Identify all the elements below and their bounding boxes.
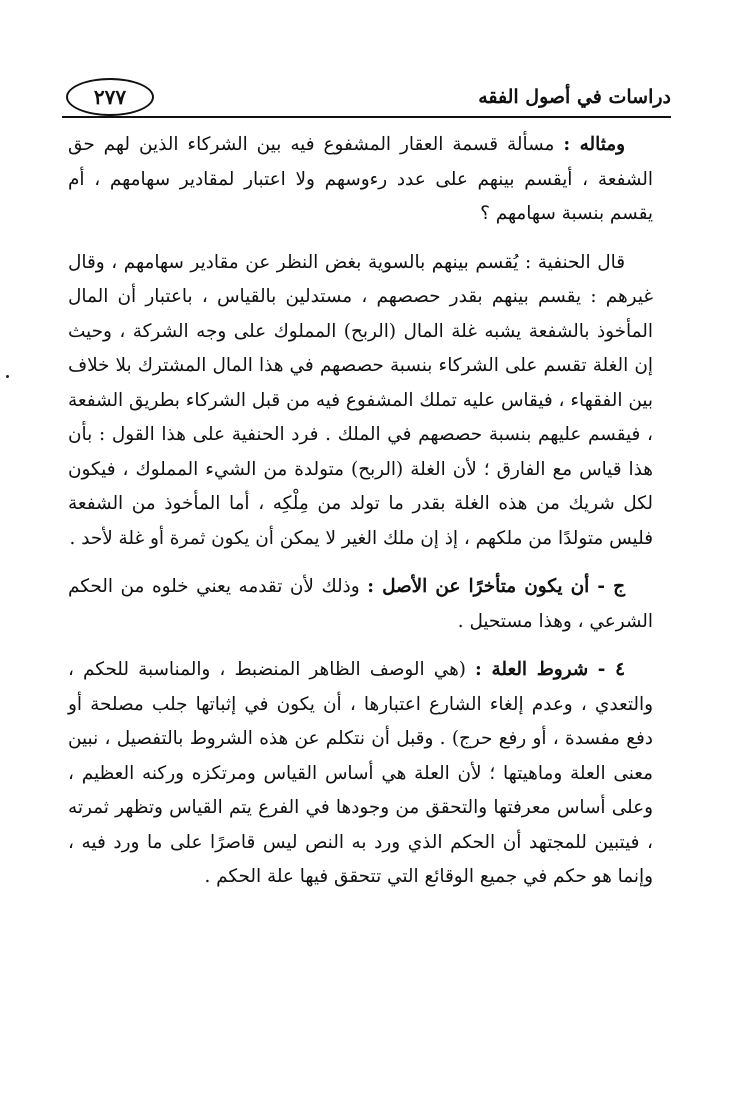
- body-text: [68, 128, 653, 895]
- paragraph-lead: ج - أن يكون متأخرًا عن الأصل :: [367, 576, 625, 597]
- paragraph-condition-c: [68, 570, 653, 639]
- header-rule: [62, 116, 671, 118]
- running-head: [62, 72, 671, 118]
- paragraph-example: [68, 128, 653, 232]
- paragraph-conditions-of-illa: [68, 653, 653, 895]
- paragraph-lead: ومثاله :: [563, 134, 625, 155]
- page-number: ٢٧٧: [66, 78, 154, 116]
- paragraph-text: مسألة قسمة العقار المشفوع فيه بين الشركاء الذين لهم حق الشفعة ، أيقسم بينهم على عدد رءوسهم ولا اعتبار لمقادير سهامهم ، أم يقسم بنسبة سهامهم ؟: [68, 134, 653, 224]
- paragraph-lead: ٤ - شروط العلة :: [475, 659, 625, 680]
- margin-mark: [6, 375, 9, 378]
- book-title: دراسات في أصول الفقه: [478, 86, 671, 108]
- paragraph-text: قال الحنفية : يُقسم بينهم بالسوية بغض النظر عن مقادير سهامهم ، وقال غيرهم : يقسم بينهم بقدر حصصهم ، مستدلين بالقياس ، باعتبار أن المال المأخوذ بالشفعة يشبه غلة المال (الربح) المملوك على وجه الشركة ، وحيث إن الغلة تقسم على الشركاء بنسبة حصصهم في هذا المال المشترك بلا خلاف بين الفقهاء ، فيقاس عليه تملك المشفوع فيه من قبل الشركاء بطريق الشفعة ، فيقسم عليهم بنسبة حصصهم في الملك . فرد الحنفية على هذا القول : بأن هذا قياس مع الفارق ؛ لأن الغلة (الربح) متولدة من الشيء المملوك ، فيكون لكل شريك من هذه الغلة بقدر ما تولد من مِلْكِه ، أما المأخوذ من الشفعة فليس متولدًا من ملكهم ، إذ إن ملك الغير لا يمكن أن يكون ثمرة أو غلة لأحد .: [68, 251, 653, 549]
- paragraph-text: (هي الوصف الظاهر المنضبط ، والمناسبة للحكم ، والتعدي ، وعدم إلغاء الشارع اعتبارها ، أن يكون في إثباتها جلب مصلحة أو دفع مفسدة ، أو رفع حرج) . وقبل أن نتكلم عن هذه الشروط بالتفصيل ، نبين معنى العلة وماهيتها ؛ لأن العلة هي أساس القياس ومرتكزه وركنه العظيم ، وعلى أساس معرفتها والتحقق من وجودها في الفرع يتم القياس وتظهر ثمرته ، فيتبين للمجتهد أن الحكم الذي ورد به النص ليس قاصرًا على ما ورد فيه ، وإنما هو حكم في جميع الوقائع التي تتحقق فيها علة الحكم .: [68, 659, 653, 887]
- paragraph-hanafi-view: [68, 246, 653, 557]
- paragraph-text: وذلك لأن تقدمه يعني خلوه من الحكم الشرعي ، وهذا مستحيل .: [68, 576, 653, 632]
